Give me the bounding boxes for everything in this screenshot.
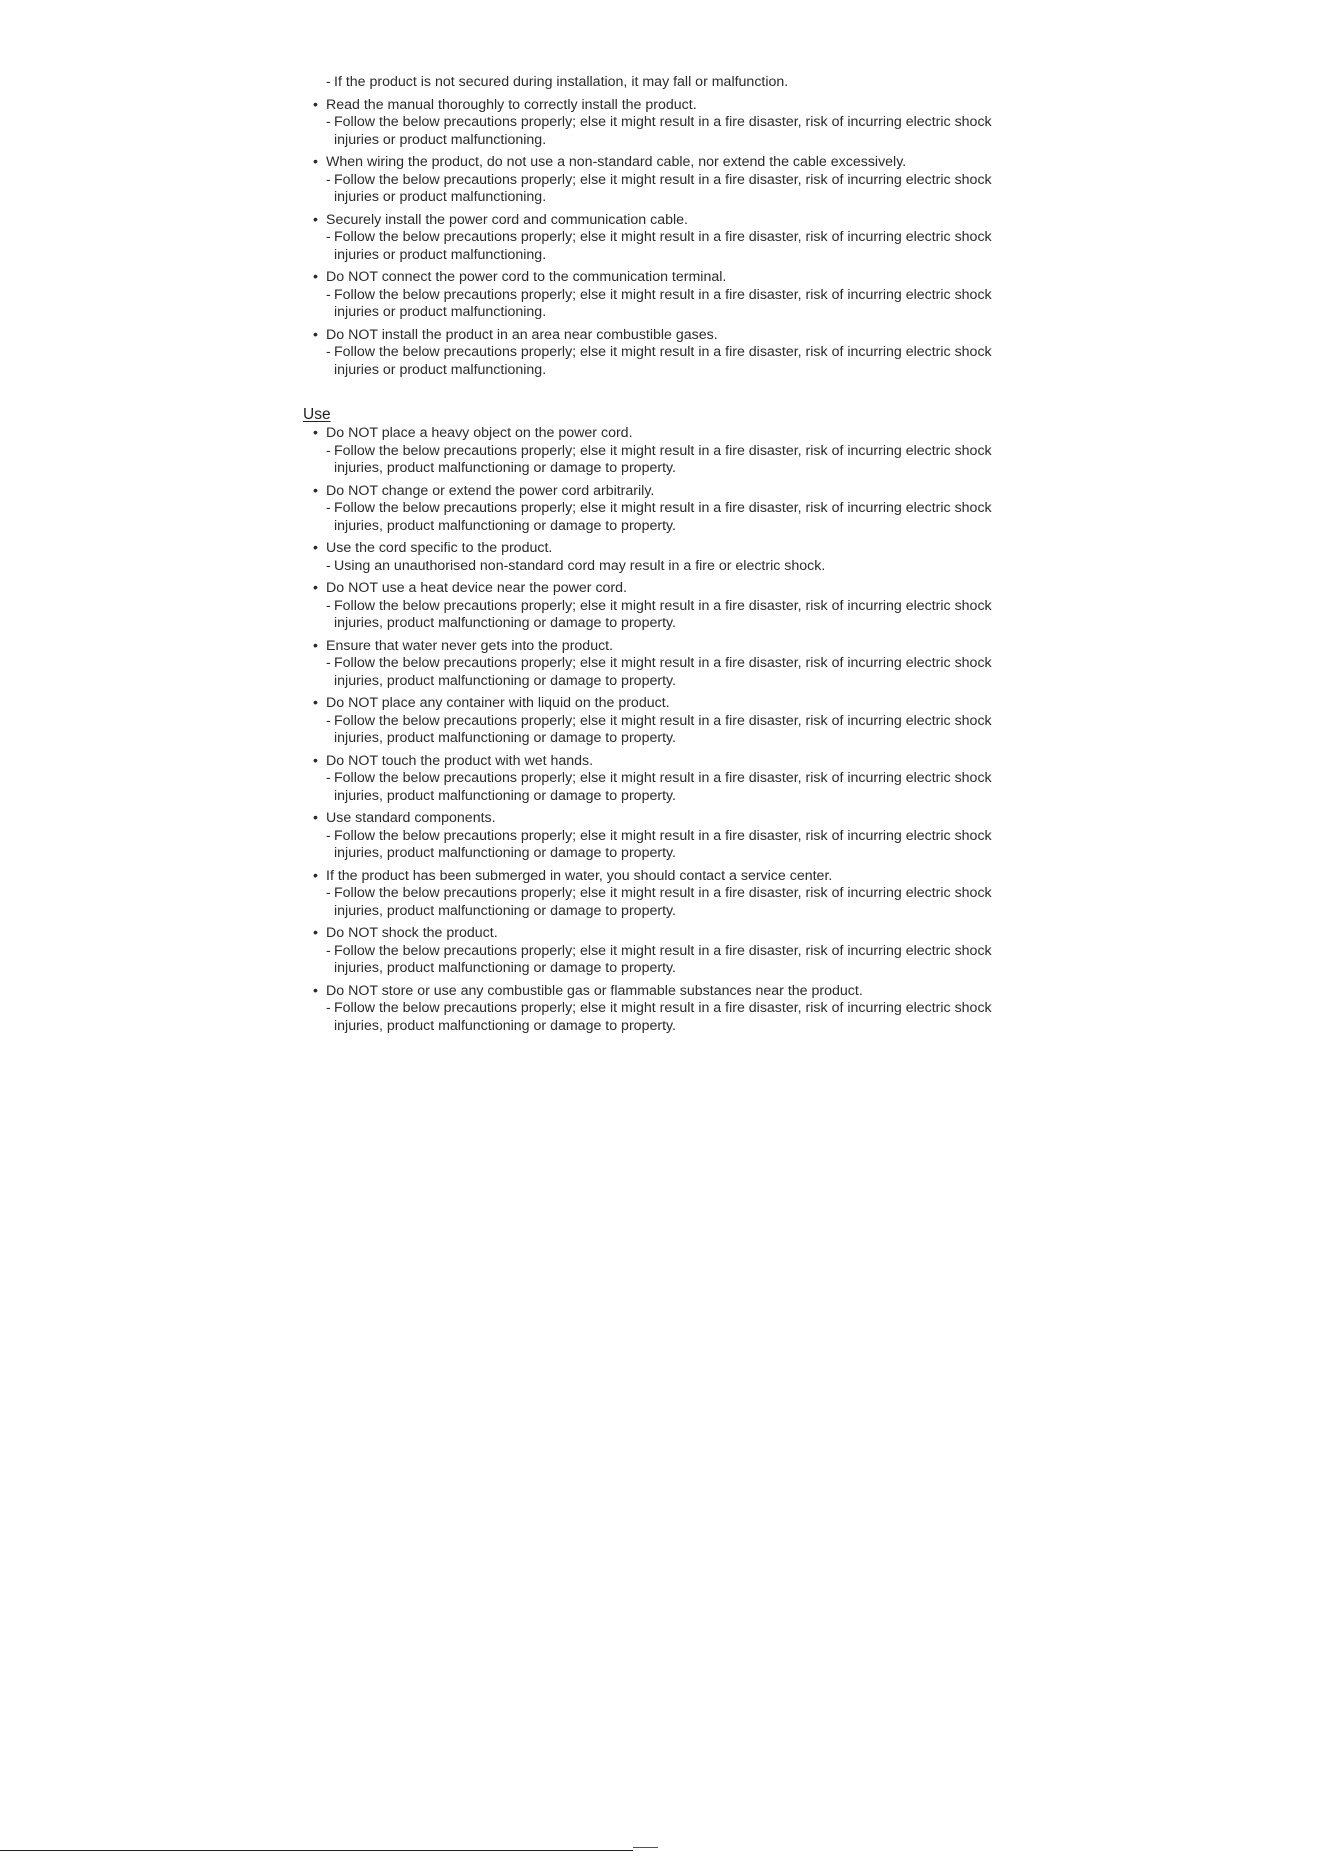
footer-mark bbox=[633, 1847, 658, 1848]
use-item bbox=[303, 925, 993, 978]
item-sub bbox=[303, 172, 993, 207]
item-title bbox=[303, 483, 993, 501]
item-title bbox=[303, 810, 993, 828]
item-title bbox=[303, 212, 993, 230]
bullet-icon: • bbox=[313, 925, 318, 941]
dash-mark: - bbox=[326, 942, 331, 959]
item-sub-text: Follow the below precautions properly; else it might result in a fire disaster, risk of incurring electric shock injuries, product malfunctioning or damage to property. bbox=[334, 885, 992, 919]
item-title-text: Do NOT install the product in an area near combustible gases. bbox=[326, 326, 718, 343]
item-title bbox=[303, 695, 993, 713]
bullet-icon: • bbox=[313, 211, 318, 228]
dash-mark: - bbox=[326, 1000, 331, 1016]
dash-mark: - bbox=[326, 114, 331, 130]
bullet-icon: • bbox=[313, 96, 318, 113]
item-sub-text: Follow the below precautions properly; else it might result in a fire disaster, risk of incurring electric shock injuries or product malfunctioning. bbox=[334, 286, 992, 320]
bullet-icon: • bbox=[313, 810, 318, 826]
item-title bbox=[303, 983, 993, 1001]
item-sub bbox=[303, 500, 993, 535]
item-title-text: Use standard components. bbox=[326, 810, 496, 826]
item-sub bbox=[303, 344, 993, 379]
intro-sub-note bbox=[303, 74, 993, 92]
dash-mark: - bbox=[326, 442, 331, 459]
dash-mark: - bbox=[326, 597, 331, 614]
use-item bbox=[303, 483, 993, 536]
use-item bbox=[303, 425, 993, 478]
use-item bbox=[303, 868, 993, 921]
item-sub-text: Follow the below precautions properly; else it might result in a fire disaster, risk of incurring electric shock injuries or product malfunctioning. bbox=[334, 114, 992, 148]
item-sub-text: Follow the below precautions properly; else it might result in a fire disaster, risk of incurring electric shock injuries, product malfunctioning or damage to property. bbox=[334, 942, 992, 976]
use-item bbox=[303, 695, 993, 748]
dash-mark: - bbox=[326, 171, 331, 188]
item-title-text: Do NOT place any container with liquid on the product. bbox=[326, 695, 670, 711]
item-sub bbox=[303, 598, 993, 633]
item-title bbox=[303, 580, 993, 598]
item-sub-text: Follow the below precautions properly; else it might result in a fire disaster, risk of incurring electric shock injuries, product malfunctioning or damage to property. bbox=[334, 655, 992, 689]
precautions-content bbox=[303, 74, 993, 1035]
dash-mark: - bbox=[326, 712, 331, 729]
install-item bbox=[303, 212, 993, 265]
item-title bbox=[303, 425, 993, 443]
item-sub-text: Follow the below precautions properly; else it might result in a fire disaster, risk of incurring electric shock injuries or product malfunctioning. bbox=[334, 344, 992, 378]
dash-mark: - bbox=[326, 885, 331, 901]
dash-mark: - bbox=[326, 827, 331, 844]
dash-mark: - bbox=[326, 655, 331, 671]
footer-rule bbox=[0, 1850, 633, 1851]
item-title bbox=[303, 638, 993, 656]
install-item bbox=[303, 154, 993, 207]
bullet-icon: • bbox=[313, 425, 318, 441]
bullet-icon: • bbox=[313, 580, 318, 596]
dash-mark: - bbox=[326, 770, 331, 786]
item-title bbox=[303, 269, 993, 287]
bullet-icon: • bbox=[313, 982, 318, 999]
item-title-text: Do NOT store or use any combustible gas or flammable substances near the product. bbox=[326, 982, 863, 999]
item-sub bbox=[303, 828, 993, 863]
item-sub-text: Using an unauthorised non-standard cord may result in a fire or electric shock. bbox=[334, 557, 826, 574]
dash-mark: - bbox=[326, 74, 331, 90]
item-sub bbox=[303, 1000, 993, 1035]
item-title-text: When wiring the product, do not use a non-standard cable, nor extend the cable excessively. bbox=[326, 154, 907, 170]
item-sub-text: Follow the below precautions properly; else it might result in a fire disaster, risk of incurring electric shock injuries or product malfunctioning. bbox=[334, 229, 992, 263]
install-item bbox=[303, 97, 993, 150]
item-sub-text: Follow the below precautions properly; else it might result in a fire disaster, risk of incurring electric shock injuries, product malfunctioning or damage to property. bbox=[334, 827, 992, 861]
item-title bbox=[303, 868, 993, 886]
item-title bbox=[303, 97, 993, 115]
use-item bbox=[303, 753, 993, 806]
item-title-text: Do NOT touch the product with wet hands. bbox=[326, 752, 594, 769]
item-sub bbox=[303, 770, 993, 805]
item-title-text: Use the cord specific to the product. bbox=[326, 540, 553, 556]
item-sub bbox=[303, 713, 993, 748]
item-sub bbox=[303, 443, 993, 478]
item-title-text: Ensure that water never gets into the product. bbox=[326, 637, 614, 654]
item-sub bbox=[303, 943, 993, 978]
dash-mark: - bbox=[326, 286, 331, 303]
item-sub bbox=[303, 885, 993, 920]
use-item bbox=[303, 540, 993, 575]
use-item bbox=[303, 810, 993, 863]
install-item bbox=[303, 269, 993, 322]
item-sub-text: Follow the below precautions properly; else it might result in a fire disaster, risk of incurring electric shock injuries, product malfunctioning or damage to property. bbox=[334, 770, 992, 804]
item-title bbox=[303, 327, 993, 345]
item-title-text: If the product has been submerged in water, you should contact a service center. bbox=[326, 867, 833, 884]
dash-mark: - bbox=[326, 344, 331, 360]
install-item bbox=[303, 327, 993, 380]
bullet-icon: • bbox=[313, 154, 318, 170]
bullet-icon: • bbox=[313, 326, 318, 343]
bullet-icon: • bbox=[313, 752, 318, 769]
bullet-icon: • bbox=[313, 637, 318, 654]
item-title-text: Do NOT place a heavy object on the power cord. bbox=[326, 425, 633, 441]
use-item bbox=[303, 580, 993, 633]
item-sub-text: Follow the below precautions properly; else it might result in a fire disaster, risk of incurring electric shock injuries, product malfunctioning or damage to property. bbox=[334, 442, 992, 476]
bullet-icon: • bbox=[313, 540, 318, 556]
item-sub-text: Follow the below precautions properly; else it might result in a fire disaster, risk of incurring electric shock injuries, product malfunctioning or damage to property. bbox=[334, 597, 992, 631]
item-title bbox=[303, 540, 993, 558]
item-sub bbox=[303, 287, 993, 322]
item-title bbox=[303, 154, 993, 172]
use-section-heading: Use bbox=[303, 406, 331, 423]
item-title-text: Read the manual thoroughly to correctly install the product. bbox=[326, 96, 697, 113]
item-sub-text: Follow the below precautions properly; else it might result in a fire disaster, risk of incurring electric shock injuries, product malfunctioning or damage to property. bbox=[334, 1000, 992, 1034]
use-item bbox=[303, 983, 993, 1036]
item-sub-text: Follow the below precautions properly; else it might result in a fire disaster, risk of incurring electric shock injuries, product malfunctioning or damage to property. bbox=[334, 500, 992, 534]
item-title-text: Do NOT connect the power cord to the communication terminal. bbox=[326, 269, 727, 285]
item-title-text: Do NOT change or extend the power cord arbitrarily. bbox=[326, 482, 655, 499]
item-title bbox=[303, 753, 993, 771]
item-sub-text: Follow the below precautions properly; else it might result in a fire disaster, risk of incurring electric shock injuries, product malfunctioning or damage to property. bbox=[334, 712, 992, 746]
dash-mark: - bbox=[326, 557, 331, 574]
item-title-text: Securely install the power cord and communication cable. bbox=[326, 211, 688, 228]
intro-sub-text: If the product is not secured during installation, it may fall or malfunction. bbox=[334, 74, 789, 90]
use-item bbox=[303, 638, 993, 691]
item-sub-text: Follow the below precautions properly; else it might result in a fire disaster, risk of incurring electric shock injuries or product malfunctioning. bbox=[334, 171, 992, 205]
bullet-icon: • bbox=[313, 482, 318, 499]
item-sub bbox=[303, 558, 993, 576]
bullet-icon: • bbox=[313, 867, 318, 884]
item-sub bbox=[303, 114, 993, 149]
dash-mark: - bbox=[326, 229, 331, 245]
dash-mark: - bbox=[326, 500, 331, 516]
bullet-icon: • bbox=[313, 695, 318, 711]
bullet-icon: • bbox=[313, 269, 318, 285]
item-sub bbox=[303, 655, 993, 690]
item-sub bbox=[303, 229, 993, 264]
item-title-text: Do NOT shock the product. bbox=[326, 925, 498, 941]
item-title-text: Do NOT use a heat device near the power cord. bbox=[326, 580, 627, 596]
item-title bbox=[303, 925, 993, 943]
